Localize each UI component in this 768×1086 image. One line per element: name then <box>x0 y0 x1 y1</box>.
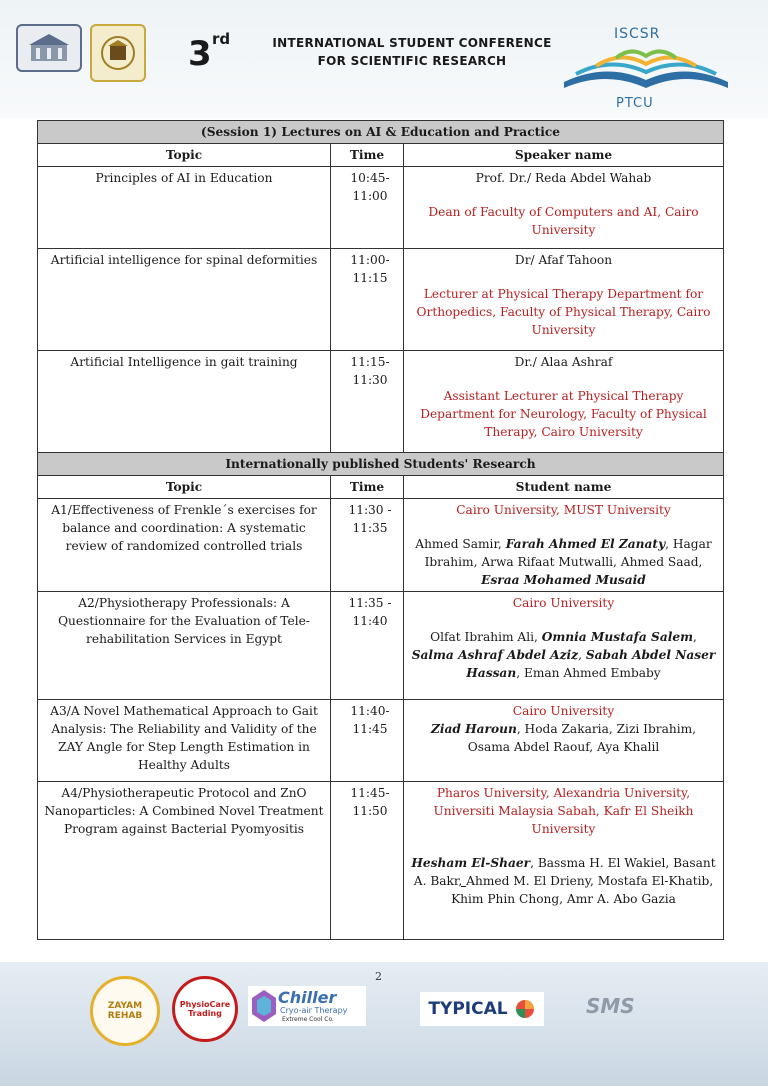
session1-col-speaker: Speaker name <box>404 144 724 167</box>
lecture-time: 10:45- 11:00 <box>331 167 404 249</box>
snowflake-icon <box>250 988 278 1024</box>
student-names-text: Ahmed M. El Drieny, Mostafa El-Khatib, Khim Phin Chong, Amr A. Abo Gazia <box>451 874 714 906</box>
student-names-text: , Hoda Zakaria, Zizi Ibrahim, Osama Abdel Raouf, Aya Khalil <box>467 722 697 754</box>
research-topic: A4/Physiotherapeutic Protocol and ZnO Nanoparticles: A Combined Novel Treatment Program against Bacterial Pyomyositis <box>38 782 331 940</box>
speaker-affiliation: Assistant Lecturer at Physical Therapy Department for Neurology, Faculty of Physical Therapy, Cairo University <box>420 389 707 439</box>
conference-title-line2: FOR SCIENTIFIC RESEARCH <box>317 54 507 68</box>
research-title-row <box>38 453 724 476</box>
session1-col-time: Time <box>331 144 404 167</box>
student-names-text: Olfat Ibrahim Ali, <box>430 630 542 644</box>
sponsor-chiller-logo <box>248 986 366 1026</box>
schedule-table <box>37 120 724 940</box>
university-logo <box>16 24 82 72</box>
research-topic: A3/A Novel Mathematical Approach to Gait Analysis: The Reliability and Validity of the ZAY Angle for Step Length Estimation in Healthy Adults <box>38 700 331 782</box>
student-names-text: , <box>578 648 586 662</box>
table-row <box>38 499 724 592</box>
research-col-student: Student name <box>404 476 724 499</box>
chiller-tagline: Cryo-air Therapy <box>280 1006 348 1015</box>
physiocare-name: PhysioCare Trading <box>179 1000 231 1018</box>
student-names-text: , <box>458 874 467 888</box>
speaker-name: Prof. Dr./ Reda Abdel Wahab <box>475 171 652 185</box>
research-university: Cairo University <box>512 596 615 610</box>
research-students <box>412 630 716 680</box>
research-time: 11:45- 11:50 <box>331 782 404 940</box>
seal-icon <box>99 34 137 72</box>
table-row <box>38 592 724 700</box>
presenting-student-name: Omnia Mustafa Salem <box>541 630 694 644</box>
table-row <box>38 249 724 351</box>
presenting-student-name: Farah Ahmed El Zanaty <box>505 537 666 551</box>
presenting-student-name: Esraa Mohamed Musaid <box>481 573 646 587</box>
presenting-student-name: Ziad Haroun <box>430 722 517 736</box>
research-topic: A2/Physiotherapy Professionals: A Questionnaire for the Evaluation of Tele-rehabilitation Services in Egypt <box>38 592 331 700</box>
lecture-speaker-cell <box>404 167 724 249</box>
student-names-text: , Eman Ahmed Embaby <box>516 666 661 680</box>
research-student-cell <box>404 592 724 700</box>
research-time: 11:40- 11:45 <box>331 700 404 782</box>
student-names-text: , Bassma H. El Wakiel, Basant A. Bakr <box>413 856 716 888</box>
table-row <box>38 700 724 782</box>
open-book-icon <box>556 42 736 98</box>
zayam-name: ZAYAM <box>107 1001 143 1011</box>
zayam-sub: REHAB <box>107 1011 143 1021</box>
table-row <box>38 167 724 249</box>
table-row <box>38 782 724 940</box>
speaker-affiliation: Lecturer at Physical Therapy Department for Orthopedics, Faculty of Physical Therapy, Cairo University <box>416 287 711 337</box>
session1-title-row <box>38 121 724 144</box>
presenting-student-name: Salma Ashraf Abdel Aziz <box>411 648 579 662</box>
session1-col-topic: Topic <box>38 144 331 167</box>
research-student-cell <box>404 499 724 592</box>
typical-swirl-icon <box>514 998 536 1020</box>
session1-title: (Session 1) Lectures on AI & Education and Practice <box>38 121 724 144</box>
speaker-name: Dr./ Alaa Ashraf <box>514 355 613 369</box>
table-row <box>38 351 724 453</box>
brand-top-label: ISCSR <box>614 26 661 42</box>
brand-bottom-label: PTCU <box>616 96 654 111</box>
lecture-topic: Artificial Intelligence in gait training <box>38 351 331 453</box>
presenting-student-name: Hesham El-Shaer <box>411 856 531 870</box>
iscsr-brand-logo <box>556 24 736 116</box>
page-header <box>0 0 768 118</box>
building-icon <box>27 31 71 65</box>
research-title: Internationally published Students' Research <box>38 453 724 476</box>
lecture-topic: Principles of AI in Education <box>38 167 331 249</box>
research-students <box>431 722 696 754</box>
research-university: Pharos University, Alexandria University, Universiti Malaysia Sabah, Kafr El Sheikh University <box>433 786 694 836</box>
student-names-text: Ahmed Samir, <box>415 537 506 551</box>
research-topic: A1/Effectiveness of Frenkle´s exercises for balance and coordination: A systematic review of randomized controlled trials <box>38 499 331 592</box>
sponsor-sms-logo: SMS <box>586 994 635 1018</box>
research-time: 11:30 - 11:35 <box>331 499 404 592</box>
schedule-table-wrapper <box>37 120 723 940</box>
conference-ordinal-number: 3 <box>188 34 212 74</box>
speaker-affiliation: Dean of Faculty of Computers and AI, Cairo University <box>428 205 699 237</box>
page-number: 2 <box>375 970 382 983</box>
lecture-speaker-cell <box>404 351 724 453</box>
conference-title-line1: INTERNATIONAL STUDENT CONFERENCE <box>272 36 552 50</box>
faculty-seal-logo <box>90 24 146 82</box>
chiller-company: Extreme Cool Co. <box>282 1016 334 1023</box>
lecture-time: 11:15- 11:30 <box>331 351 404 453</box>
research-university: Cairo University, MUST University <box>456 503 671 517</box>
typical-name: TYPICAL <box>428 999 508 1019</box>
page-footer <box>0 962 768 1086</box>
research-university: Cairo University <box>512 704 615 718</box>
session1-header-row <box>38 144 724 167</box>
research-col-time: Time <box>331 476 404 499</box>
student-names-text: , Hagar Ibrahim, Arwa Rifaat Mutwalli, Ahmed Saad, <box>424 537 712 569</box>
lecture-speaker-cell <box>404 249 724 351</box>
conference-title <box>252 34 572 70</box>
research-header-row <box>38 476 724 499</box>
sponsor-typical-logo <box>420 992 544 1026</box>
student-names-text: , <box>693 630 697 644</box>
chiller-name: Chiller <box>278 988 337 1007</box>
research-col-topic: Topic <box>38 476 331 499</box>
presenting-student-name: Sabah Abdel Naser Hassan <box>466 648 716 680</box>
sponsor-physiocare-logo <box>172 976 238 1042</box>
sponsor-zayam-logo <box>90 976 160 1046</box>
conference-ordinal-suffix: rd <box>212 30 231 48</box>
lecture-time: 11:00- 11:15 <box>331 249 404 351</box>
speaker-name: Dr/ Afaf Tahoon <box>514 253 613 267</box>
research-students <box>415 537 711 587</box>
research-student-cell <box>404 700 724 782</box>
research-students <box>411 856 715 906</box>
research-student-cell <box>404 782 724 940</box>
research-time: 11:35 - 11:40 <box>331 592 404 700</box>
lecture-topic: Artificial intelligence for spinal deformities <box>38 249 331 351</box>
